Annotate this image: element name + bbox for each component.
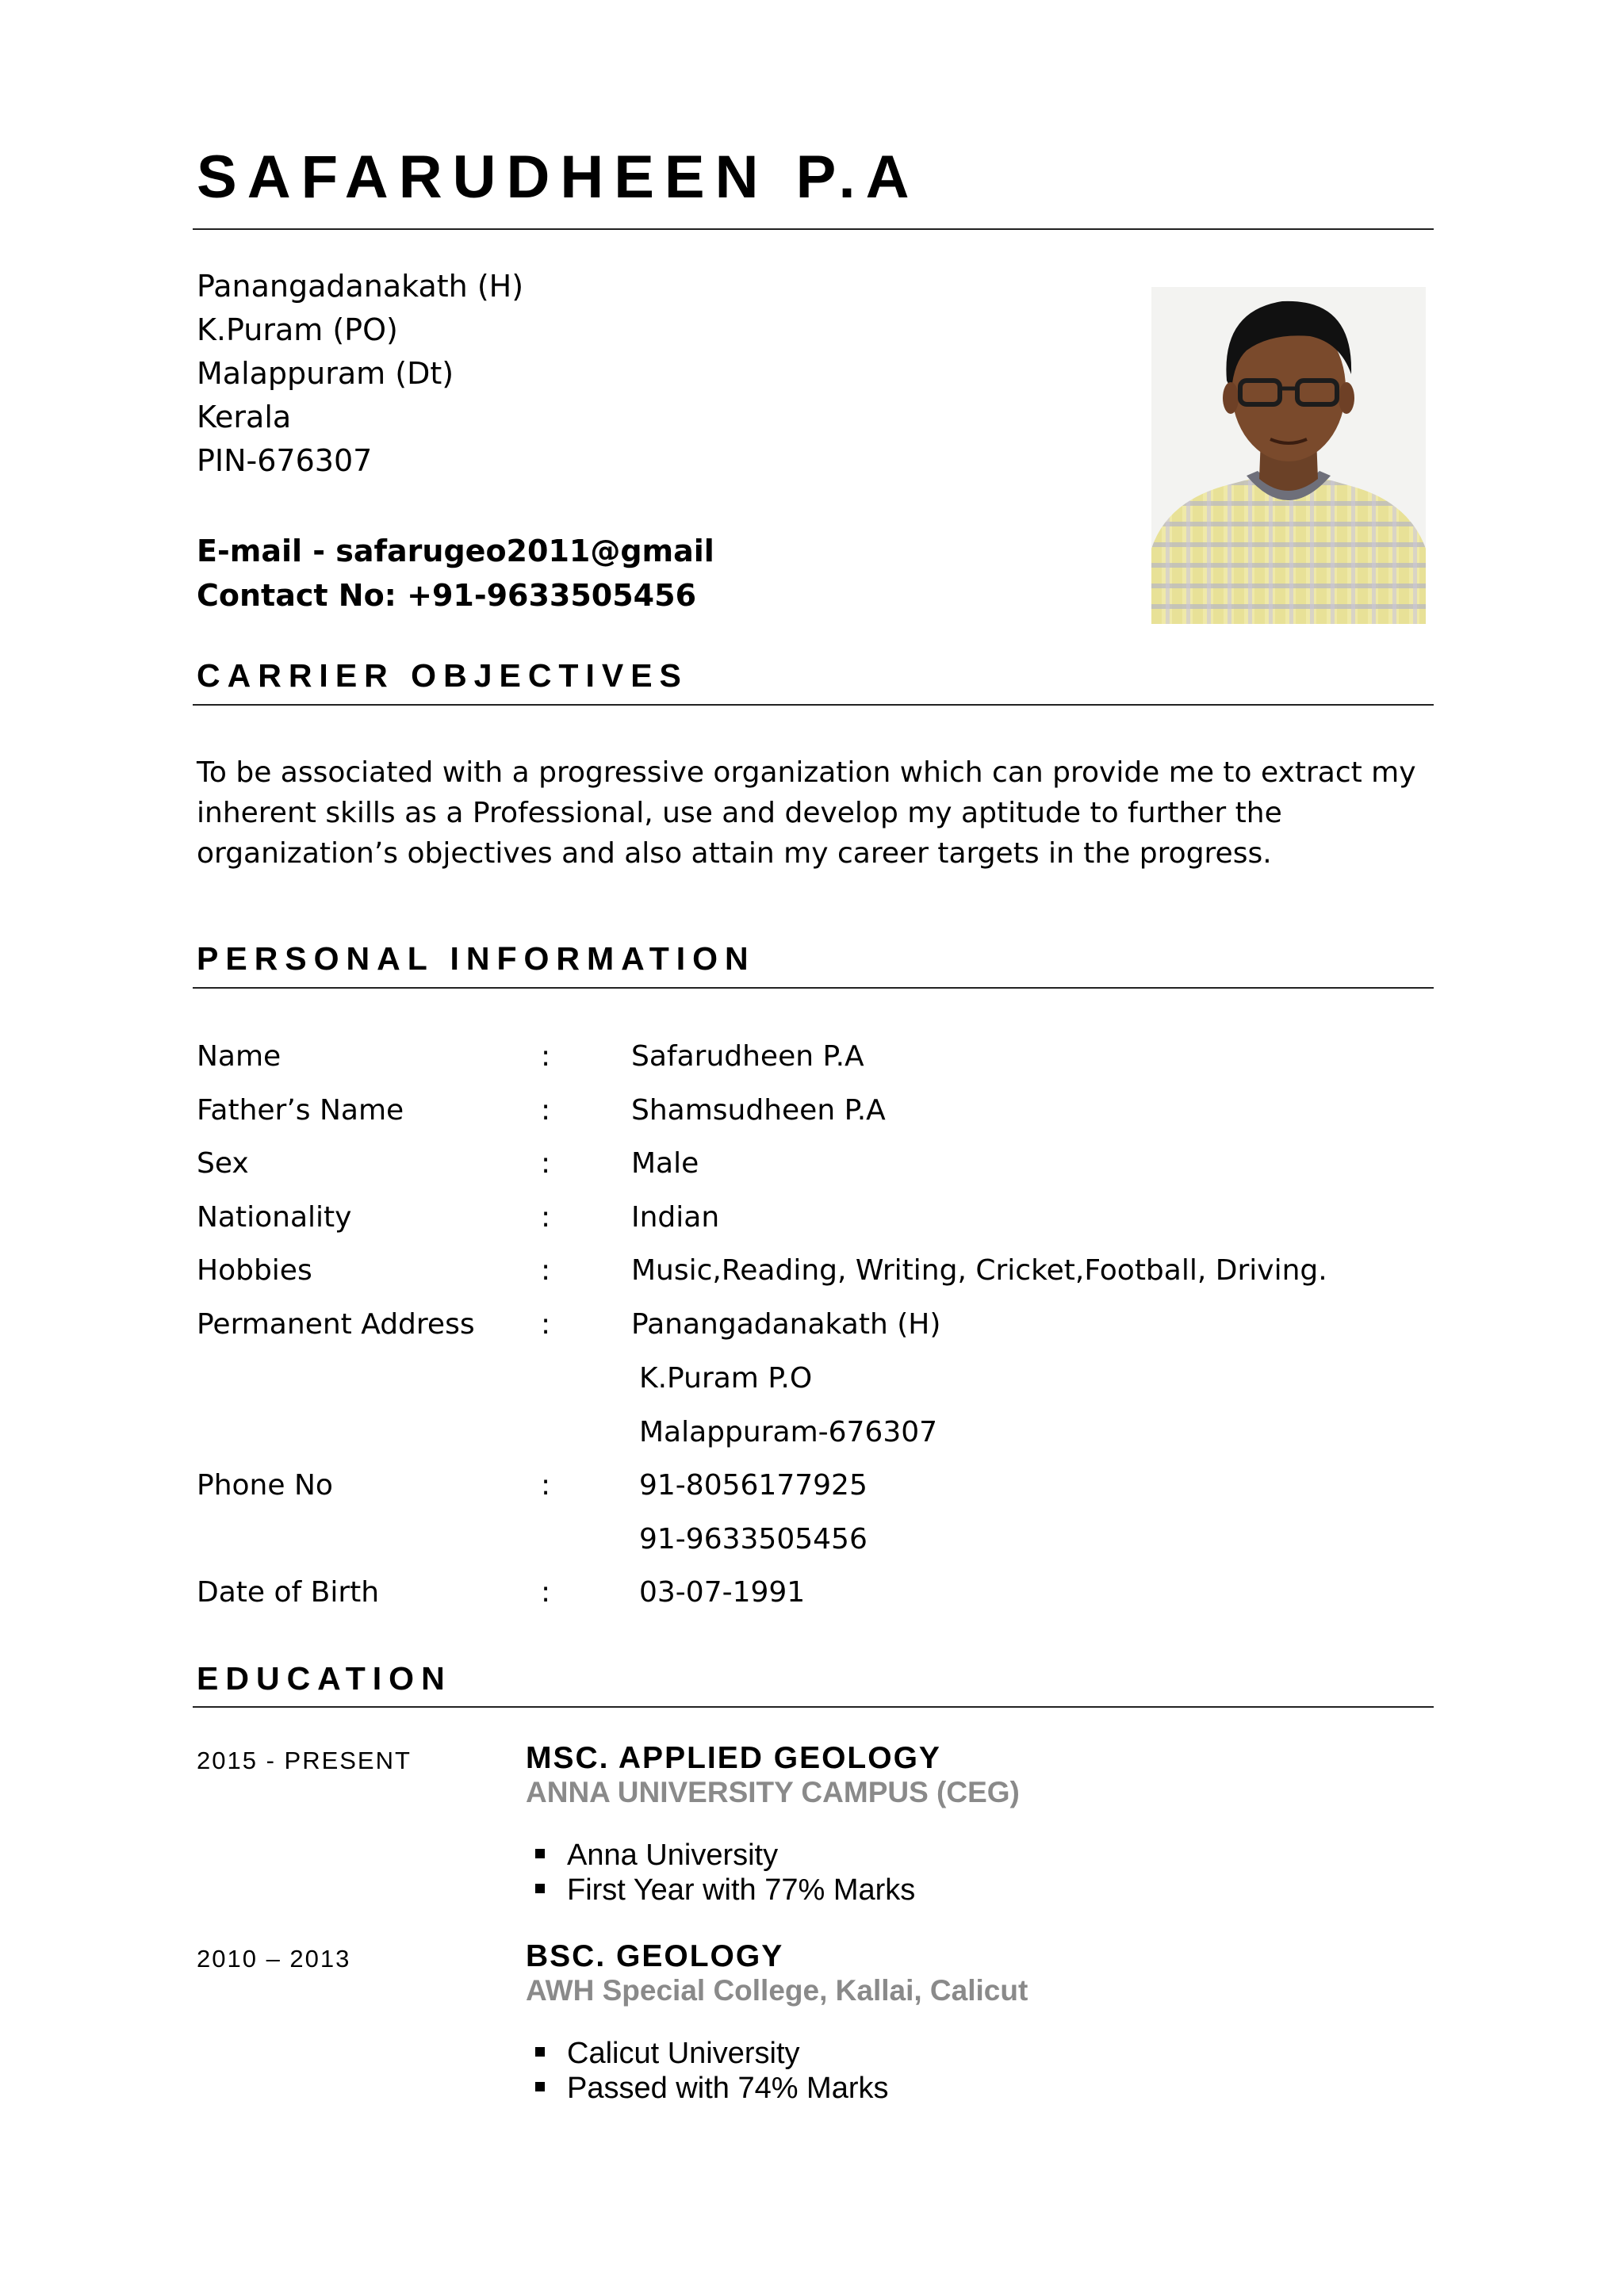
- education-degree: BSC. GEOLOGY: [526, 1939, 784, 1973]
- candidate-name: SAFARUDHEEN P.A: [197, 144, 920, 211]
- row-colon: :: [541, 1308, 551, 1341]
- contact-block: [197, 529, 714, 618]
- bullet-item: [526, 2071, 889, 2106]
- objective-rule: [193, 704, 1434, 706]
- row-label: Hobbies: [197, 1254, 312, 1287]
- row-label: Phone No: [197, 1469, 333, 1502]
- row-value: 91-9633505456: [639, 1523, 868, 1556]
- row-value: Indian: [631, 1201, 720, 1234]
- contact-value: +91-9633505456: [407, 578, 697, 613]
- email-label: E-mail -: [197, 534, 336, 568]
- row-label: Date of Birth: [197, 1576, 380, 1609]
- row-value: Male: [631, 1147, 699, 1180]
- education-dates: 2010 – 2013: [197, 1945, 351, 1973]
- bullet-item: [526, 1873, 915, 1908]
- row-value: 91-8056177925: [639, 1469, 868, 1502]
- education-institution: AWH Special College, Kallai, Calicut: [526, 1974, 1028, 2007]
- profile-photo: [1151, 287, 1426, 624]
- education-bullets: [526, 1838, 915, 1908]
- bullet-square-icon: [535, 1849, 545, 1858]
- education-dates: 2015 - PRESENT: [197, 1747, 412, 1774]
- row-value: Malappuram-676307: [639, 1416, 938, 1448]
- address-line: K.Puram (PO): [197, 312, 398, 347]
- row-label: Permanent Address: [197, 1308, 475, 1341]
- email-line: [197, 529, 714, 573]
- bullet-item: [526, 1838, 915, 1873]
- email-value[interactable]: safarugeo2011@gmail: [335, 534, 714, 568]
- row-label: Sex: [197, 1147, 249, 1180]
- row-colon: :: [541, 1040, 551, 1073]
- row-value: 03-07-1991: [639, 1576, 806, 1609]
- address-line: Malappuram (Dt): [197, 356, 454, 391]
- bullet-text: First Year with 77% Marks: [567, 1873, 916, 1907]
- education-title: EDUCATION: [197, 1660, 452, 1697]
- bullet-square-icon: [535, 1884, 545, 1893]
- row-value: Music,Reading, Writing, Cricket,Football, Driving.: [631, 1254, 1327, 1287]
- row-label: Father’s Name: [197, 1094, 404, 1127]
- bullet-item: [526, 2036, 889, 2071]
- row-value: K.Puram P.O: [639, 1362, 813, 1395]
- row-colon: :: [541, 1254, 551, 1287]
- row-colon: :: [541, 1469, 551, 1502]
- row-label: Nationality: [197, 1201, 352, 1234]
- phone-line: [197, 573, 714, 618]
- personal-info-rule: [193, 987, 1434, 989]
- row-colon: :: [541, 1201, 551, 1234]
- bullet-square-icon: [535, 2047, 545, 2057]
- address-line: PIN-676307: [197, 443, 373, 478]
- bullet-text: Calicut University: [567, 2037, 800, 2070]
- address-block: [197, 265, 523, 483]
- row-label: Name: [197, 1040, 282, 1073]
- row-colon: :: [541, 1094, 551, 1127]
- education-bullets: [526, 2036, 889, 2106]
- row-colon: :: [541, 1147, 551, 1180]
- contact-label: Contact No:: [197, 578, 408, 613]
- objective-title: CARRIER OBJECTIVES: [197, 657, 688, 694]
- row-value: Panangadanakath (H): [631, 1308, 941, 1341]
- objective-text: To be associated with a progressive organization which can provide me to extract my inherent skills as a Professional, use and develop my aptitude to further the organization’s objectives and also attain my career targets in the progress.: [197, 756, 1416, 870]
- address-line: Kerala: [197, 400, 292, 434]
- row-colon: :: [541, 1576, 551, 1609]
- header-rule: [193, 228, 1434, 230]
- education-institution: ANNA UNIVERSITY CAMPUS (CEG): [526, 1776, 1020, 1808]
- education-degree: MSC. APPLIED GEOLOGY: [526, 1741, 941, 1775]
- education-rule: [193, 1706, 1434, 1708]
- bullet-square-icon: [535, 2082, 545, 2091]
- row-value: Safarudheen P.A: [631, 1040, 864, 1073]
- row-value: Shamsudheen P.A: [631, 1094, 886, 1127]
- personal-info-title: PERSONAL INFORMATION: [197, 940, 756, 977]
- bullet-text: Passed with 74% Marks: [567, 2072, 889, 2105]
- address-line: Panangadanakath (H): [197, 269, 524, 304]
- bullet-text: Anna University: [567, 1839, 779, 1872]
